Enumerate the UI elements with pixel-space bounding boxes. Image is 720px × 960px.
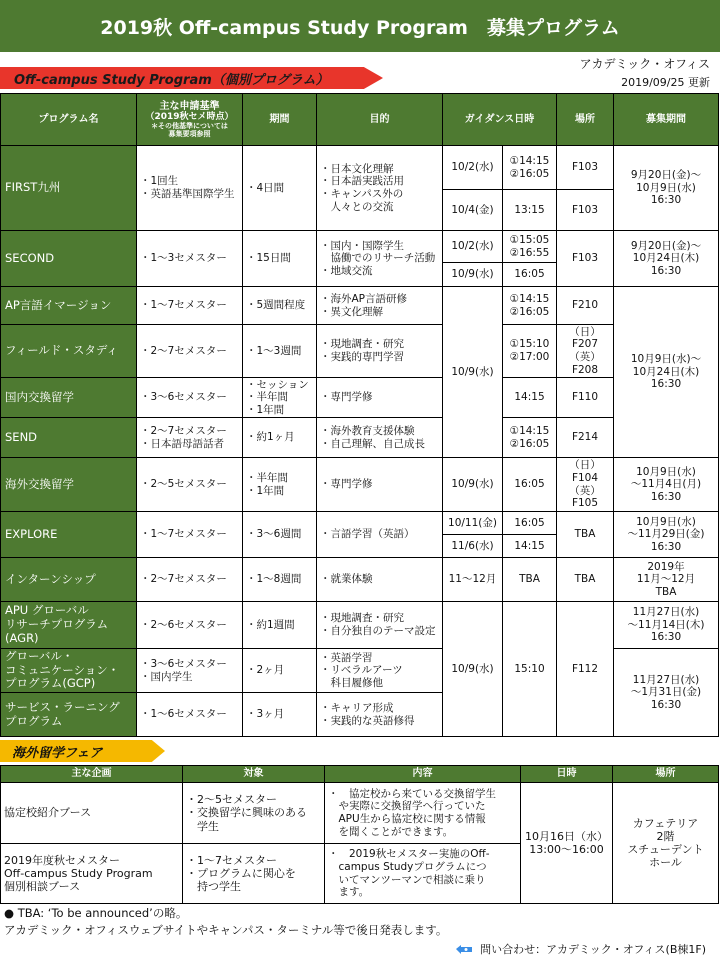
program-name: サービス・ラーニング プログラム bbox=[1, 693, 137, 737]
table-row: AP言語イマージョン ・1～7セメスター ・5週間程度 ・海外AP言語研修 ・異文化理解 10/9(水) ①14:15 ②16:05 F210 10月9日(水)～ 10月24日(木) 16:30 bbox=[1, 287, 719, 325]
header-place: 場所 bbox=[613, 766, 719, 783]
table-row: EXPLORE ・1～7セメスター ・3～6週間 ・言語学習（英語） 10/11(金) 16:05 TBA 10月9日(水) ～11月29日(金) 16:30 bbox=[1, 512, 719, 535]
speech-bubble-icon bbox=[454, 942, 474, 956]
table-row: FIRST九州 ・1回生 ・英語基準国際学生 ・4日間 ・日本文化理解 ・日本語実践活用 ・キャンパス外の 人々との交流 10/2(水) ①14:15 ②16:05 F103 9月20日(金)～ 10月9日(水) 16:30 bbox=[1, 146, 719, 190]
table-row: SEND ・2～7セメスター ・日本語母語話者 ・約1ヶ月 ・海外教育支援体験 ・自己理解、自己成長 ①14:15 ②16:05 F214 bbox=[1, 418, 719, 458]
program-name: SECOND bbox=[1, 231, 137, 287]
header-target: 主な申請基準 （2019秋セメ時点） ＊その他基準については 募集要項参照 bbox=[137, 94, 243, 146]
program-table: プログラム名 主な申請基準 （2019秋セメ時点） ＊その他基準については 募集要項参照 期間 目的 ガイダンス日時 場所 募集期間 FIRST九州 ・1回生 ・英語基準国際学生 ・4日間 ・日本文化理解 ・日本語実践活用 ・キャンパス外の 人々との交流 10/2(水) ①14:15 ②16:05 F103 9月20日(金)～ 10月9日(水) 16:30 10/4(金) 13:15 F103 SECOND ・1～3セメスター ・15日間 ・国内・国際学生 協働でのリサーチ活動 ・地域交流 10/2(水) ①15:05 ②16:55 F103 9月20日(金)～ 10月24日(木) 16:30 10/9(水) 16:05 AP言語イマージョン ・1～7セメスター ・5週間程度 ・海外AP言語研修 ・異文化理解 10/9(水) ①14:15 ②16:05 F210 10月9日(水)～ 10月24日(木) 16:30 フィールド・スタディ ・2～7セメスター ・1～3週間 ・現地調査・研究 ・実践的専門学習 ①15:10 ②17:00 （日） F207 （英） F208 国内交換留学 ・3～6セメスター ・セッション ・半年間 ・1年間 ・専門学修 14:15 F110 SEND ・2～7セメスター ・日本語母語話者 ・約1ヶ月 ・海外教育支援体験 ・自己理解、自己成長 ①14:15 ②16:05 F214 海外交換留学 ・2～5セメスター ・半年間 ・1年間 ・専門学修 10/9(水) 16:05 （日） F104 （英） F105 10月9日(水) ～11月4日(月) 16:30 EXPLORE ・1～7セメスター ・3～6週間 ・言語学習（英語） 10/11(金) 16:05 TBA 10月9日(水) ～11月29日(金) 16:30 11/6(水) 14:15 インターンシップ ・2～7セメスター ・1～8週間 ・就業体験 11～12月 TBA TBA 2019年 11月～12月 TBA APU グローバル リサーチプログラム (AGR) ・2～6セメスター ・約1週間 ・現地調査・研究 ・自分独自のテーマ設定 10/9(水) 15:10 F112 11月27日(水) ～11月14日(木) 16:30 グローバル・ コミュニケーション・ プログラム(GCP) ・3～6セメスター ・国内学生 ・2ヶ月 ・英語学習 ・リベラルアーツ 科目履修他 11月27日(水) ～1月31日(金) 16:30 サービス・ラーニング プログラム ・1～6セメスター ・3ヶ月 ・キャリア形成 ・実践的な英語修得 bbox=[0, 93, 719, 737]
header-content: 内容 bbox=[325, 766, 521, 783]
header-purpose: 目的 bbox=[317, 94, 443, 146]
table-row: SECOND ・1～3セメスター ・15日間 ・国内・国際学生 協働でのリサーチ活動 ・地域交流 10/2(水) ①15:05 ②16:55 F103 9月20日(金)～ 10月24日(木) 16:30 bbox=[1, 231, 719, 263]
note-announcement: アカデミック・オフィスウェブサイトやキャンパス・ターミナル等で後日発表します。 bbox=[4, 923, 448, 937]
table-row: 2019年度秋セメスター Off-campus Study Program 個別相談ブース ・1～7セメスター ・プログラムに関心を 持つ学生 ・ 2019秋セメスター実施のOff- campus Studyプログラムにつ いてマンツーマンで相談に乗り ます。 bbox=[1, 844, 719, 904]
update-date: 2019/09/25 更新 bbox=[621, 76, 710, 89]
program-name: グローバル・ コミュニケーション・ プログラム(GCP) bbox=[1, 649, 137, 693]
contact-text: 問い合わせ：アカデミック・オフィス(B棟1F) bbox=[480, 943, 706, 956]
header-recruit: 募集期間 bbox=[614, 94, 719, 146]
program-name: EXPLORE bbox=[1, 512, 137, 558]
header-guidance: ガイダンス日時 bbox=[443, 94, 557, 146]
section-banner-programs bbox=[0, 67, 383, 89]
header-datetime: 日時 bbox=[521, 766, 613, 783]
header-event: 主な企画 bbox=[1, 766, 183, 783]
header-place: 場所 bbox=[557, 94, 614, 146]
table-row: グローバル・ コミュニケーション・ プログラム(GCP) ・3～6セメスター ・国内学生 ・2ヶ月 ・英語学習 ・リベラルアーツ 科目履修他 11月27日(水) ～1月31日(金) 16:30 bbox=[1, 649, 719, 693]
page-title: 2019秋 Off-campus Study Program 募集プログラム bbox=[0, 0, 720, 52]
header-target: 対象 bbox=[183, 766, 325, 783]
table-row: APU グローバル リサーチプログラム (AGR) ・2～6セメスター ・約1週間 ・現地調査・研究 ・自分独自のテーマ設定 10/9(水) 15:10 F112 11月27日(水) ～11月14日(木) 16:30 bbox=[1, 602, 719, 649]
program-name: FIRST九州 bbox=[1, 146, 137, 231]
program-name: 海外交換留学 bbox=[1, 458, 137, 512]
table-row: サービス・ラーニング プログラム ・1～6セメスター ・3ヶ月 ・キャリア形成 ・実践的な英語修得 bbox=[1, 693, 719, 737]
office-name: アカデミック・オフィス bbox=[579, 57, 710, 71]
table-row: 協定校紹介ブース ・2～5セメスター ・交換留学に興味のある 学生 ・ 協定校から来ている交換留学生 や実際に交換留学へ行っていた APU生から協定校に関する情報 を聞くことができます。 10月16日（水） 13:00～16:00 カフェテリア 2階 スチューデント ホール bbox=[1, 783, 719, 844]
contact-info bbox=[454, 941, 706, 957]
program-name: フィールド・スタディ bbox=[1, 325, 137, 378]
section-banner-fair bbox=[0, 740, 165, 762]
note-tba: ● TBA: ‘To be announced’の略。 bbox=[4, 906, 188, 920]
header-period: 期間 bbox=[243, 94, 317, 146]
header-program: プログラム名 bbox=[1, 94, 137, 146]
program-name: AP言語イマージョン bbox=[1, 287, 137, 325]
table-row: 国内交換留学 ・3～6セメスター ・セッション ・半年間 ・1年間 ・専門学修 14:15 F110 bbox=[1, 378, 719, 418]
section-title: Off-campus Study Program（個別プログラム） bbox=[14, 73, 329, 88]
table-row: インターンシップ ・2～7セメスター ・1～8週間 ・就業体験 11～12月 TBA TBA 2019年 11月～12月 TBA bbox=[1, 558, 719, 602]
program-name: インターンシップ bbox=[1, 558, 137, 602]
program-name: APU グローバル リサーチプログラム (AGR) bbox=[1, 602, 137, 649]
program-name: SEND bbox=[1, 418, 137, 458]
fair-table bbox=[0, 765, 719, 904]
table-row: 海外交換留学 ・2～5セメスター ・半年間 ・1年間 ・専門学修 10/9(水) 16:05 （日） F104 （英） F105 10月9日(水) ～11月4日(月) 16:30 bbox=[1, 458, 719, 512]
program-name: 国内交換留学 bbox=[1, 378, 137, 418]
table-row: フィールド・スタディ ・2～7セメスター ・1～3週間 ・現地調査・研究 ・実践的専門学習 ①15:10 ②17:00 （日） F207 （英） F208 bbox=[1, 325, 719, 378]
section-title: 海外留学フェア bbox=[12, 746, 103, 761]
